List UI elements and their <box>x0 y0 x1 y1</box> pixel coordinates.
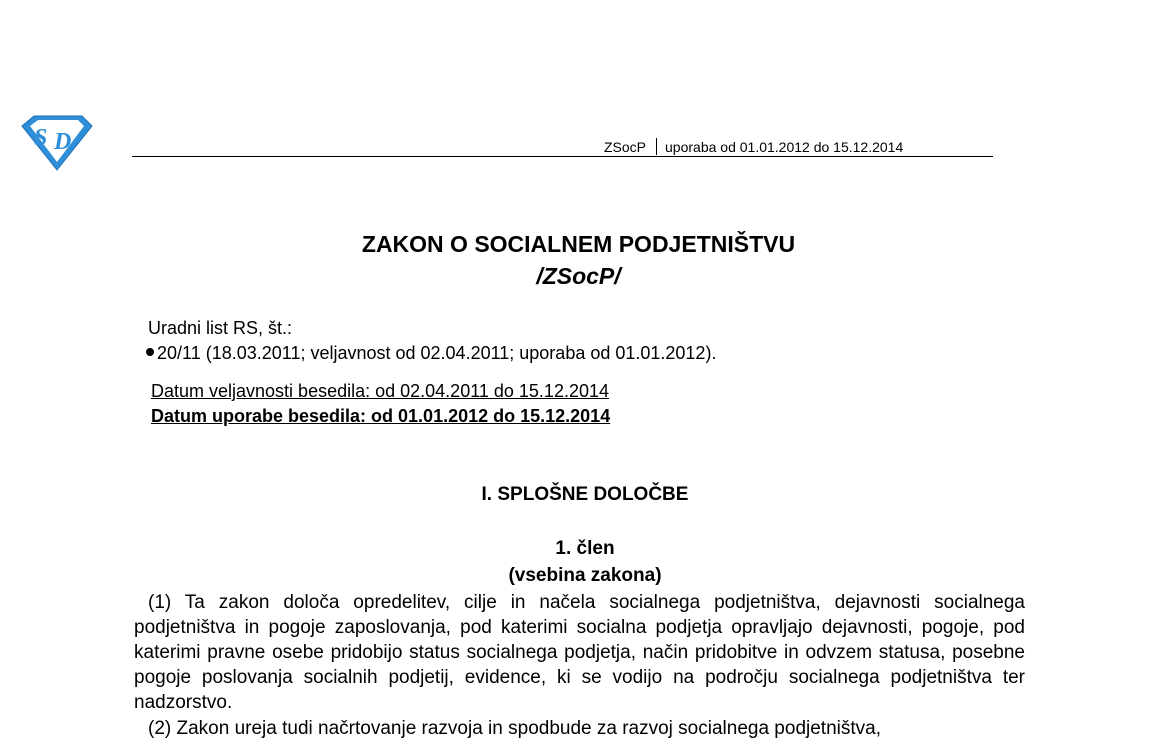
article-title: (vsebina zakona) <box>508 565 662 586</box>
shield-logo-icon <box>20 114 94 172</box>
usage-date: Datum uporabe besedila: od 01.01.2012 do 15.12.2014 <box>151 406 611 426</box>
svg-text:S: S <box>34 125 48 151</box>
header-rule <box>132 156 993 157</box>
article-paragraph-1: (1) Ta zakon določa opredelitev, cilje in načela socialnega podjetništva, dejavnosti socialnega podjetništva in pogoje zaposlovanja, pod katerimi socialna podjetja opravljajo dejavnosti, pogoje, pod katerimi pravne osebe pridobijo status socialnega podjetja, način pridobitve in odvzem statusa, posebne pogoje poslovanja socialnih podjetij, evidence, ki se vodijo na področju socialnega podjetništva ter nadzorstvo. <box>134 592 1025 713</box>
svg-text:D: D <box>54 129 72 155</box>
article-number: 1. člen <box>555 538 615 559</box>
validity-date: Datum veljavnosti besedila: od 02.04.2011 do 15.12.2014 <box>151 381 609 401</box>
bullet-icon <box>146 348 154 356</box>
gazette-item <box>146 343 716 364</box>
law-title: ZAKON O SOCIALNEM PODJETNIŠTVU <box>361 231 796 257</box>
running-header <box>604 138 903 155</box>
gazette-item-text: 20/11 (18.03.2011; veljavnost od 02.04.2011; uporaba od 01.01.2012). <box>157 343 717 363</box>
header-separator <box>656 138 657 155</box>
header-usage: uporaba od 01.01.2012 do 15.12.2014 <box>665 138 904 155</box>
header-abbr: ZSocP <box>604 138 647 155</box>
chapter-title: I. SPLOŠNE DOLOČBE <box>481 484 689 505</box>
law-abbreviation: /ZSocP/ <box>536 263 621 289</box>
gazette-label: Uradni list RS, št.: <box>148 318 293 338</box>
article-paragraph-2: (2) Zakon ureja tudi načrtovanje razvoja in spodbude za razvoj socialnega podjetništva, <box>148 718 881 739</box>
